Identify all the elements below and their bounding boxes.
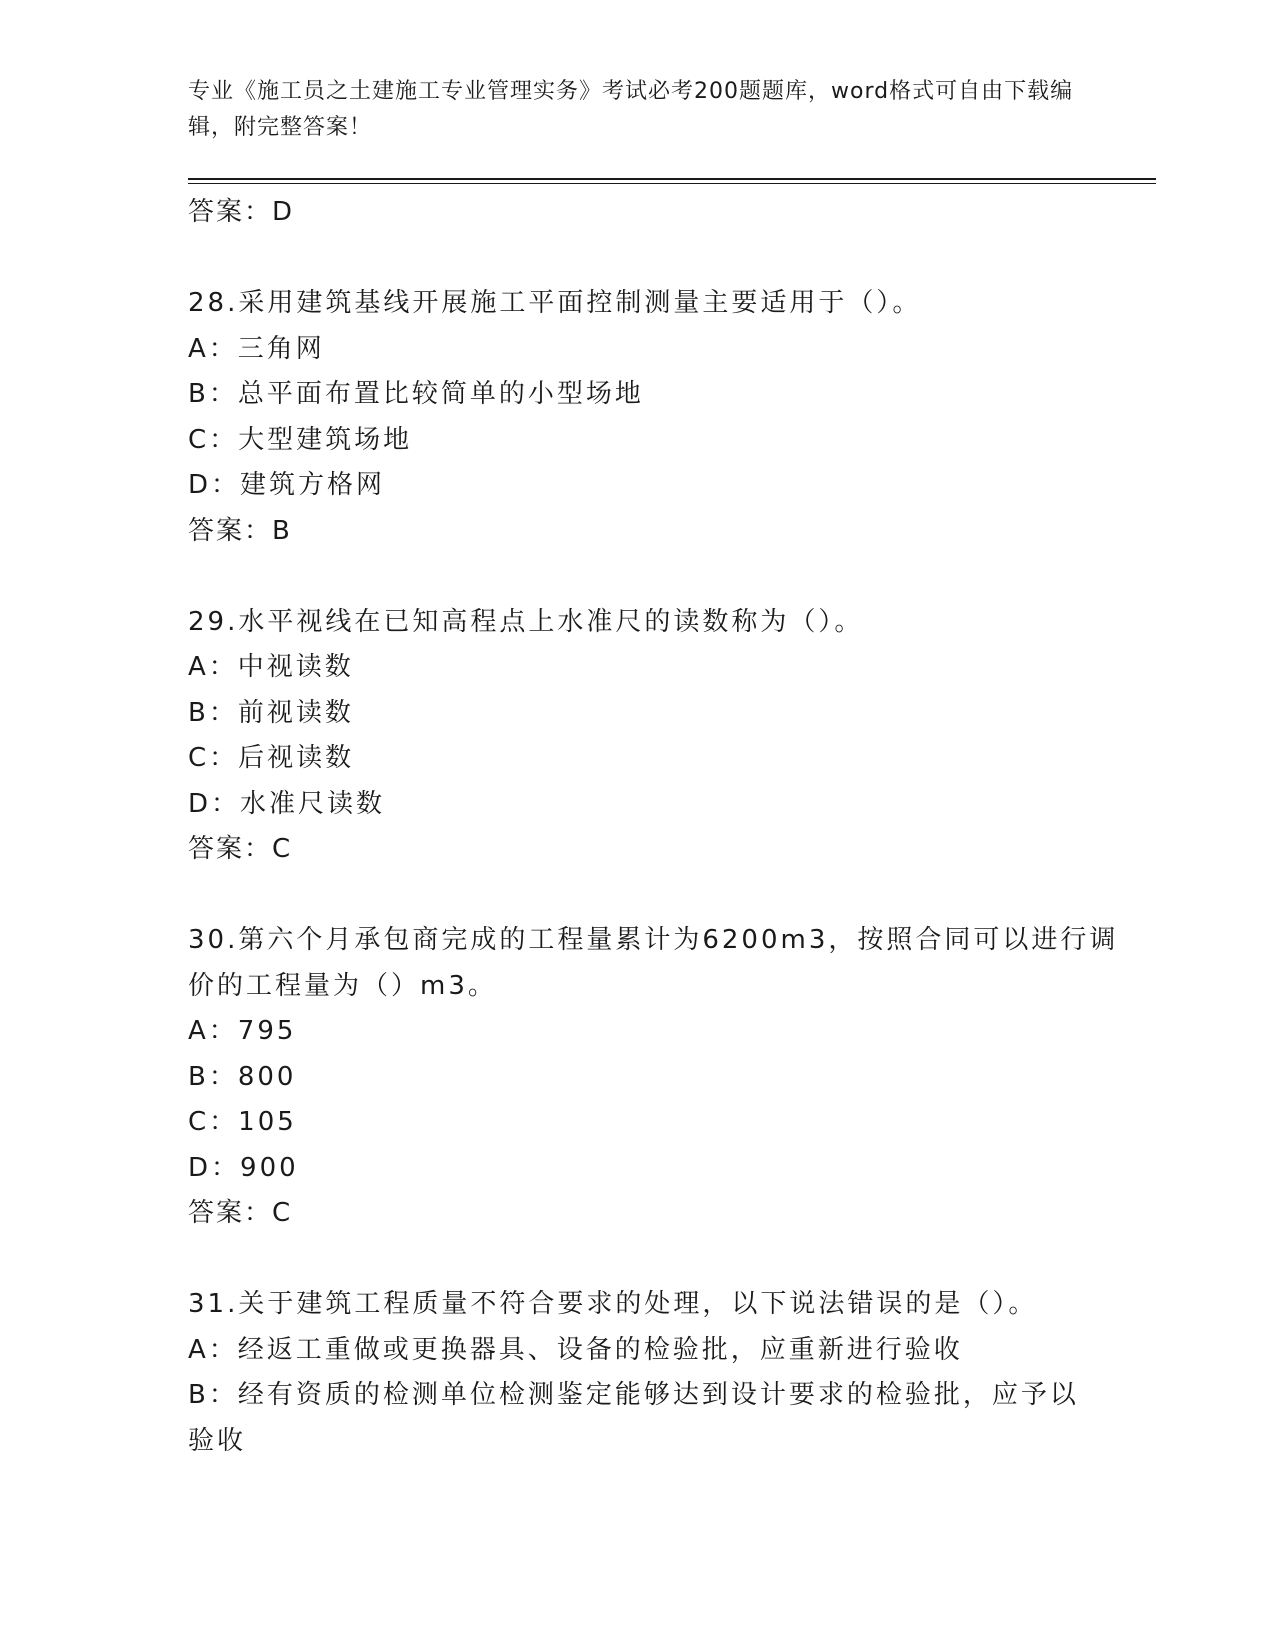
- option-d: D：900: [188, 1152, 299, 1183]
- option-b: B：前视读数: [188, 697, 354, 728]
- option-b: B：总平面布置比较简单的小型场地: [188, 379, 644, 409]
- option-c: C：大型建筑场地: [188, 424, 413, 455]
- question-stem-line-1: 30.第六个月承包商完成的工程量累计为6200m3，按照合同可以进行调: [188, 925, 1119, 955]
- answer-line: 答案：C: [188, 1198, 293, 1228]
- option-b: B：800: [188, 1061, 297, 1092]
- answer-line: 答案：B: [188, 515, 292, 546]
- question-stem: 28.采用建筑基线开展施工平面控制测量主要适用于（）。: [188, 288, 922, 318]
- answer-line: 答案：C: [188, 834, 293, 864]
- question-block: [188, 1282, 1088, 1464]
- option-b-line-1: B：经有资质的检测单位检测鉴定能够达到设计要求的检验批，应予以: [188, 1380, 1079, 1410]
- question-stem: 29.水平视线在已知高程点上水准尺的读数称为（）。: [188, 606, 864, 637]
- option-a: A：795: [188, 1016, 297, 1046]
- question-block: [188, 281, 1088, 554]
- header-divider-thin: [188, 183, 1156, 184]
- option-a: A：中视读数: [188, 652, 354, 682]
- option-a: A：三角网: [188, 333, 325, 364]
- option-d: D：建筑方格网: [188, 470, 386, 500]
- option-b-line-2: 验收: [188, 1425, 247, 1456]
- option-d: D：水准尺读数: [188, 788, 386, 819]
- question-block: [188, 918, 1119, 1237]
- option-c: C：105: [188, 1107, 297, 1137]
- question-stem-line-2: 价的工程量为（）m3。: [188, 970, 497, 1001]
- header-divider-thick: [188, 178, 1156, 180]
- question-block: [188, 600, 1088, 873]
- question-list: [188, 190, 1119, 1464]
- option-c: C：后视读数: [188, 743, 355, 773]
- document-header: 专业《施工员之土建施工专业管理实务》考试必考200题题库，word格式可自由下载编辑，附完整答案！: [188, 79, 1074, 140]
- answer-line: 答案：D: [188, 197, 295, 227]
- question-stem: 31.关于建筑工程质量不符合要求的处理，以下说法错误的是（）。: [188, 1289, 1038, 1319]
- option-a: A：经返工重做或更换器具、设备的检验批，应重新进行验收: [188, 1334, 963, 1365]
